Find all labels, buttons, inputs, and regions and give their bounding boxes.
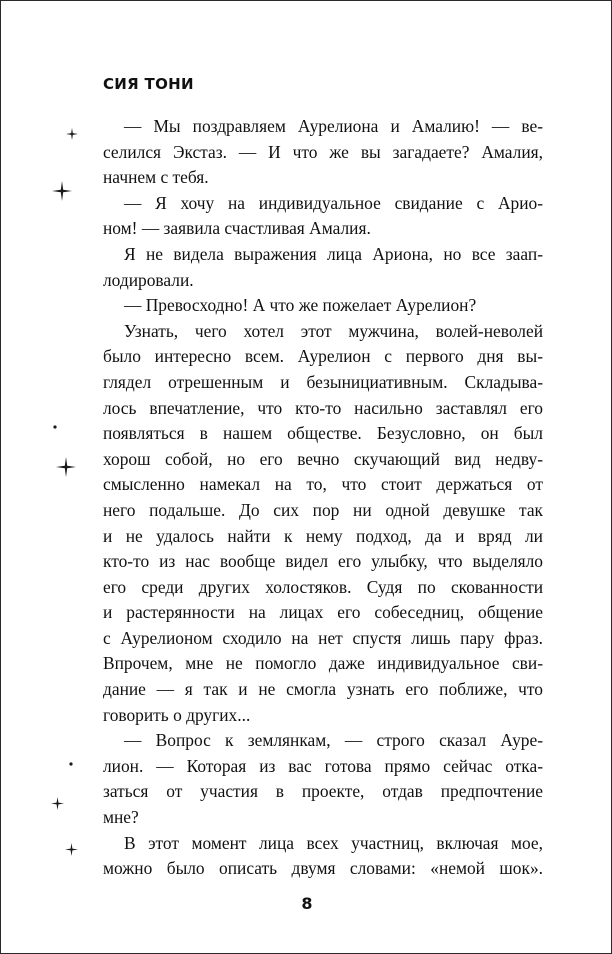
- text-line: Впрочем, мне не помогло даже индивидуальное сви-: [103, 653, 543, 674]
- sparkle-icon: [56, 457, 76, 477]
- text-line: мне?: [103, 807, 139, 828]
- sparkle-icon: [65, 843, 78, 856]
- text-line: хорош собой, но его вечно скучающий вид недву-: [103, 448, 543, 469]
- text-line: с Аурелионом сходило на нет спустя лишь пару фраз.: [103, 627, 543, 648]
- text-line: — Я хочу на индивидуальное свидание с Арио-: [124, 192, 543, 213]
- text-line: — Вопрос к землянкам, — строго сказал Ауре-: [124, 730, 543, 751]
- text-line: селился Экстаз. — И что же вы загадаете? Амалия,: [103, 141, 543, 162]
- text-line: дание — я так и не смогла узнать его поближе, что: [103, 679, 543, 700]
- sparkle-icon: [51, 797, 64, 810]
- text-line: было интересно всем. Аурелион с первого дня вы-: [103, 346, 543, 367]
- text-line: лось впечатление, что кто-то насильно заставлял его: [103, 397, 543, 418]
- text-line: Я не видела выражения лица Ариона, но все заап-: [124, 243, 543, 264]
- text-line: — Мы поздравляем Аурелиона и Амалию! — ве-: [124, 116, 543, 136]
- running-head: СИЯ ТОНИ: [103, 75, 194, 93]
- text-line: можно было описать двумя словами: «немой шок».: [103, 858, 543, 879]
- text-line: ном! — заявила счастливая Амалия.: [103, 218, 371, 239]
- body-text: [103, 114, 543, 882]
- page-number: 8: [301, 894, 313, 913]
- text-line: и растерянности на лицах его собеседниц, общение: [103, 602, 543, 623]
- dot-icon: [69, 762, 73, 766]
- text-line: заться от участия в проекте, отдав предпочтение: [103, 781, 543, 802]
- text-line: глядел отрешенным и безынициативным. Складыва-: [103, 371, 543, 392]
- text-line: кто-то из нас вообще видел его улыбку, что выделяло: [103, 551, 543, 572]
- text-line: него подальше. До сих пор ни одной девушке так: [103, 499, 543, 520]
- text-line: смысленно намекал на то, что стоит держаться от: [103, 474, 543, 495]
- text-line: В этот момент лица всех участниц, включая мое,: [124, 832, 543, 853]
- text-line: Узнать, чего хотел этот мужчина, волей-неволей: [124, 320, 543, 341]
- text-line: и не удалось найти к нему подход, да и вряд ли: [103, 525, 543, 546]
- text-line: лион. — Которая из вас готова прямо сейчас отка-: [103, 755, 543, 776]
- text-line: лодировали.: [103, 269, 194, 290]
- text-line: — Превосходно! А что же пожелает Аурелион?: [124, 295, 477, 316]
- text-line: говорить о других...: [103, 704, 251, 725]
- sparkle-icon: [66, 128, 78, 140]
- text-line: появляться в нашем обществе. Безусловно, он был: [103, 423, 543, 444]
- dot-icon: [53, 425, 57, 429]
- sparkle-icon: [52, 181, 72, 201]
- text-line: начнем с тебя.: [103, 167, 209, 188]
- text-line: его среди других холостяков. Судя по скованности: [103, 576, 543, 597]
